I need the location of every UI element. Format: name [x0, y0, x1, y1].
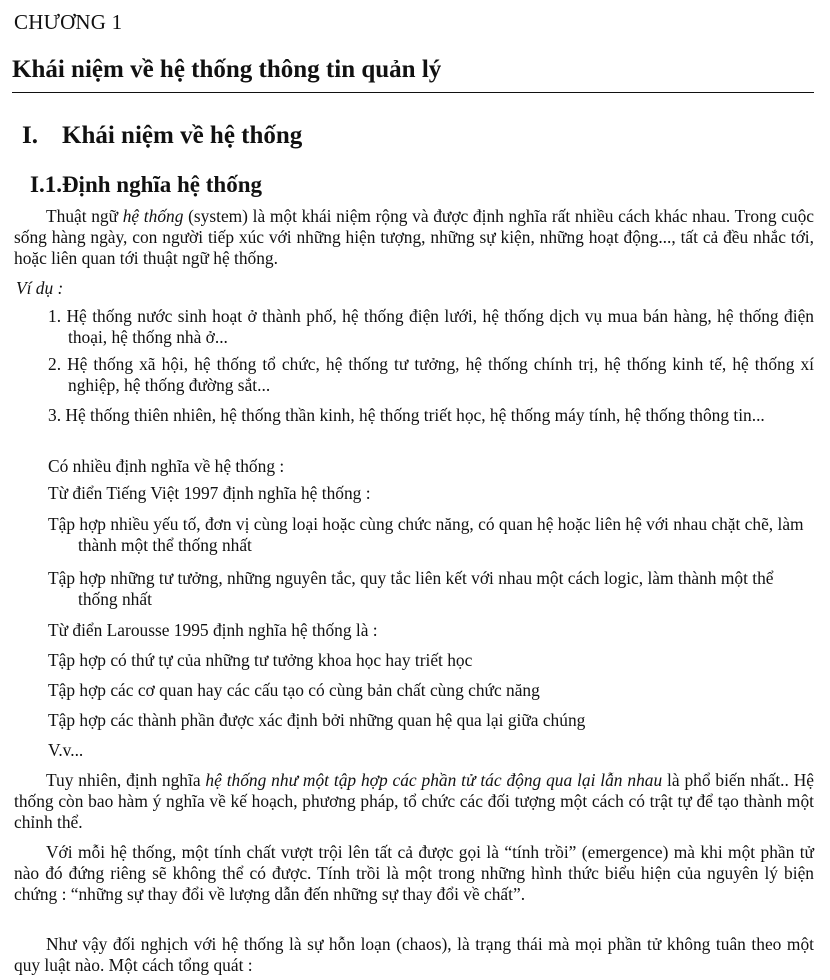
etc-line: V.v...	[48, 740, 84, 760]
example-item-3: 3. Hệ thống thiên nhiên, hệ thống thần kinh, hệ thống triết học, hệ thống máy tính, hệ thống thông tin...	[48, 405, 765, 425]
intro-after: (system) là một khái niệm rộng và được định nghĩa rất nhiều cách khác nhau. Trong cuộc sống hàng ngày, con người tiếp xúc với những hiện tượng, những sự kiện, những hoạt động..., tất cả đều nhắc tới, hoặc liên quan tới thuật ngữ hệ thống.	[14, 206, 815, 268]
section-heading	[22, 122, 302, 150]
emergence-paragraph: Với mỗi hệ thống, một tính chất vượt trội lên tất cả được gọi là “tính trồi” (emergence) mà khi một phần tử nào đó đứng riêng sẽ không thể có được. Tính trồi là một trong những hình thức biểu hiện của nguyên lý biện chứng : “những sự thay đổi về lượng dẫn đến những sự thay đổi về chất”.	[14, 842, 814, 904]
dictionary-vn-item-1: Tập hợp nhiều yếu tố, đơn vị cùng loại hoặc cùng chức năng, có quan hệ hoặc liên hệ với nhau chặt chẽ, làm thành một thể thống nhất	[48, 514, 804, 555]
dictionary-fr-item-1: Tập hợp có thứ tự của những tư tưởng khoa học hay triết học	[48, 650, 473, 670]
however-after: là phổ biến nhất.. Hệ thống còn bao hàm ý nghĩa về kế hoạch, phương pháp, tổ chức các đối tượng một cách có trật tự để tạo thành một chỉnh thể.	[14, 770, 814, 832]
example-item-1: 1. Hệ thống nước sinh hoạt ở thành phố, hệ thống điện lưới, hệ thống dịch vụ mua bán hàng, hệ thống điện thoại, hệ thống nhà ở...	[48, 306, 814, 347]
however-italic: hệ thống như một tập hợp các phần tử tác động qua lại lẫn nhau	[205, 770, 663, 790]
chapter-label: CHƯƠNG 1	[14, 10, 123, 34]
title-divider	[12, 92, 814, 93]
definitions-intro: Có nhiều định nghĩa về hệ thống :	[48, 456, 285, 476]
dictionary-fr-heading: Từ điển Larousse 1995 định nghĩa hệ thống là :	[48, 620, 378, 640]
example-label: Ví dụ :	[16, 278, 64, 298]
subsection-heading: I.1.Định nghĩa hệ thống	[30, 172, 262, 197]
chapter-title: Khái niệm về hệ thống thông tin quản lý	[12, 56, 442, 83]
intro-before: Thuật ngữ	[46, 206, 123, 226]
dictionary-fr-item-2: Tập hợp các cơ quan hay các cấu tạo có cùng bản chất cùng chức năng	[48, 680, 540, 700]
however-before: Tuy nhiên, định nghĩa	[46, 770, 206, 790]
dictionary-vn-item-2: Tập hợp những tư tưởng, những nguyên tắc, quy tắc liên kết với nhau một cách logic, làm thành một thể thống nhất	[48, 568, 774, 609]
example-item-2: 2. Hệ thống xã hội, hệ thống tổ chức, hệ thống tư tưởng, hệ thống chính trị, hệ thống kinh tế, hệ thống xí nghiệp, hệ thống đường sắt...	[48, 354, 814, 395]
dictionary-fr-item-3: Tập hợp các thành phần được xác định bởi những quan hệ qua lại giữa chúng	[48, 710, 586, 730]
section-title: Khái niệm về hệ thống	[62, 122, 303, 149]
dictionary-vn-heading: Từ điển Tiếng Việt 1997 định nghĩa hệ thống :	[48, 483, 371, 503]
however-paragraph	[14, 770, 814, 833]
chaos-paragraph: Như vậy đối nghịch với hệ thống là sự hỗn loạn (chaos), là trạng thái mà mọi phần tử không tuân theo một quy luật nào. Một cách tổng quát :	[14, 934, 814, 975]
section-number: I.	[22, 122, 38, 149]
intro-paragraph	[14, 206, 814, 269]
intro-term: hệ thống	[122, 206, 184, 226]
